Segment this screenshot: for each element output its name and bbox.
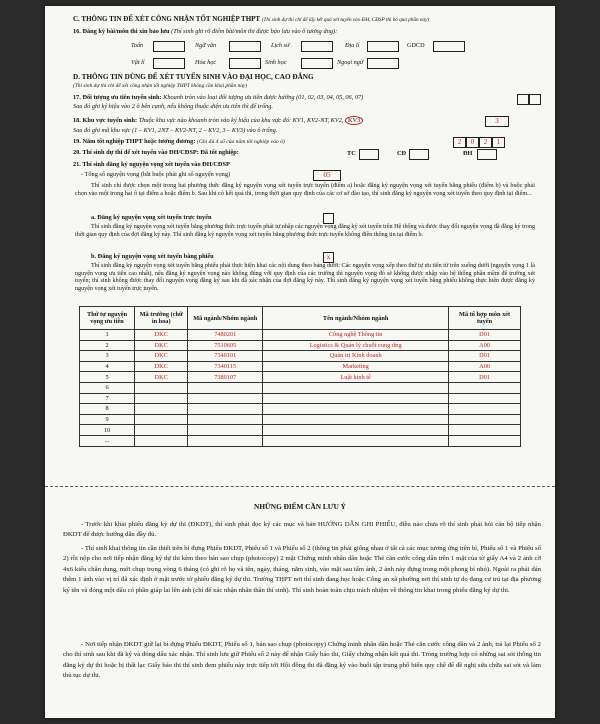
notes-paragraph-2: - Thí sinh khai thông tin cần thiết trên bì đựng Phiếu ĐKDT, Phiếu số 1 và Phiếu số 2 (thông tin phải giống nhau ở tất cả các mục tương ứng trên bì, Phiếu số 1 và Phiếu số 2) rồi nộp cho nơi tiếp nhận đăng ký dự thi kèm theo bản sao chụp (photocopy) 2 mặt Chứng minh nhân dân hoặc Thẻ căn cước công dân trên 1 mặt của tờ giấy A4 và 2 ảnh cỡ 4x6 kiểu chân dung, mới chụp trong vòng 6 tháng (có ghi rõ họ và tên, ngày, tháng, năm sinh, vào mặt sau tấm ảnh, 2 ảnh này đựng trong một phong bì nhỏ). Ngoài ra phải dán thêm 1 ảnh vào vị trí đã xác định ở mặt trước tờ phiếu đăng ký dự thi. Trường THPT nơi thí sinh đang học hoặc Công an xã phường nơi thí sinh tự do đang cư trú tại địa phương ký tên và đóng một dấu có phần giáp lai lên ảnh (chỉ để xác nhận nhân thân thí sinh). Thí sinh hoàn toàn chịu trách nhiệm về thông tin khai trong phiếu đăng ký dự thi. [63, 545, 541, 594]
cell-major-name[interactable]: Quản trị Kinh doanh [263, 351, 449, 362]
cell-major-code[interactable] [188, 404, 263, 415]
cell-major-name[interactable]: Logistics & Quản lý chuỗi cung ứng [263, 340, 449, 351]
score-box-sinh-hoc[interactable] [301, 58, 333, 69]
cell-major-code[interactable] [188, 393, 263, 404]
q16-line: 16. Đăng ký bài/môn thi xin bảo lưu (Thí sinh ghi rõ điểm bài/môn thi được bảo lưu vào ô tương ứng): [73, 28, 338, 35]
option-cd-box[interactable] [409, 149, 429, 160]
table-row [80, 340, 521, 351]
choices-table [79, 306, 521, 447]
cell-combo-code[interactable]: D01 [449, 351, 521, 362]
col-header-combo-code: Mã tổ hợp môn xét tuyển [449, 307, 521, 330]
registration-form-page [45, 6, 555, 718]
total-choices-label: - Tổng số nguyện vọng (bắt buộc phải ghi số nguyện vọng) [81, 171, 231, 178]
cell-major-code[interactable]: 7380107 [188, 372, 263, 383]
table-row [80, 382, 521, 393]
grad-year-digit-1[interactable]: 2 [453, 137, 466, 148]
cell-major-name[interactable]: Marketing [263, 361, 449, 372]
cell-order: 2 [80, 340, 135, 351]
cell-school-code[interactable]: DKC [135, 330, 188, 341]
table-row [80, 351, 521, 362]
cell-order: 8 [80, 404, 135, 415]
table-row [80, 414, 521, 425]
cell-combo-code[interactable] [449, 404, 521, 415]
cell-school-code[interactable] [135, 414, 188, 425]
score-box-hoa-hoc[interactable] [229, 58, 261, 69]
region-code-box[interactable]: 3 [485, 116, 509, 127]
cell-major-code[interactable]: 7510605 [188, 340, 263, 351]
q19-line: 19. Năm tốt nghiệp THPT hoặc tương đương: (Ghi đủ 4 số của năm tốt nghiệp vào ô) [73, 138, 285, 145]
table-row [80, 393, 521, 404]
option-cd-label: CĐ [397, 150, 407, 157]
subject-dia-li: Địa lí [345, 42, 360, 49]
q17-note: Sau đó ghi ký hiệu vào 2 ô bên cạnh, nếu không thuộc diện ưu tiên thì để trống. [73, 103, 273, 110]
section-divider [45, 486, 555, 487]
cell-combo-code[interactable]: D01 [449, 372, 521, 383]
cell-major-name[interactable] [263, 425, 449, 436]
table-row [80, 330, 521, 341]
table-row [80, 361, 521, 372]
grad-year-digit-2[interactable]: 0 [466, 137, 479, 148]
score-box-dia-li[interactable] [367, 41, 399, 52]
cell-combo-code[interactable] [449, 382, 521, 393]
table-row [80, 435, 521, 446]
score-box-lich-su[interactable] [301, 41, 333, 52]
cell-major-code[interactable]: 7480201 [188, 330, 263, 341]
option-a-label: a. Đăng ký nguyện vọng xét tuyển trực tuyến [91, 214, 212, 221]
score-box-ngu-van[interactable] [229, 41, 261, 52]
cell-combo-code[interactable]: A00 [449, 340, 521, 351]
cell-school-code[interactable]: DKC [135, 372, 188, 383]
cell-school-code[interactable] [135, 425, 188, 436]
subject-vat-li: Vật lí [131, 59, 145, 66]
cell-major-code[interactable]: 7340101 [188, 351, 263, 362]
option-a-text: Thí sinh đăng ký nguyện vọng xét tuyển bằng phương thức trực tuyến phải tự nhập các nguyện vọng đăng ký xét tuyển trên Hệ thống và được thay đổi nguyện vọng đã đăng ký trong thời gian quy định của đợt đăng ký này. Thí sinh đăng ký nguyện vọng xét tuyển bằng phương thức trực tuyến không điền thông tin tại điểm b. [75, 224, 535, 238]
col-header-major-code: Mã ngành/Nhóm ngành [188, 307, 263, 330]
cell-order: 4 [80, 361, 135, 372]
cell-order: 10 [80, 425, 135, 436]
section-d-heading: D. THÔNG TIN DÙNG ĐỂ XÉT TUYỂN SINH VÀO ĐẠI HỌC, CAO ĐẲNG [73, 73, 314, 81]
priority-box-2[interactable] [529, 94, 541, 105]
score-box-toan[interactable] [153, 41, 185, 52]
table-row [80, 425, 521, 436]
option-tc-label: TC [347, 150, 356, 157]
cell-combo-code[interactable] [449, 425, 521, 436]
cell-combo-code[interactable]: A00 [449, 361, 521, 372]
cell-combo-code[interactable] [449, 435, 521, 446]
table-row [80, 404, 521, 415]
cell-school-code[interactable] [135, 404, 188, 415]
option-b-label: b. Đăng ký nguyện vọng xét tuyển bằng phiếu [91, 253, 214, 260]
cell-school-code[interactable] [135, 382, 188, 393]
section-d-note: (Thí sinh dự thi chỉ để xét công nhận tốt nghiệp THPT không cần khai phần này) [73, 83, 248, 89]
table-header-row [80, 307, 521, 330]
score-box-ngoai-ngu[interactable] [367, 58, 399, 69]
option-dh-label: ĐH [463, 150, 473, 157]
cell-order: 3 [80, 351, 135, 362]
cell-major-name[interactable] [263, 404, 449, 415]
option-tc-box[interactable] [359, 149, 379, 160]
option-b-box[interactable]: x [323, 252, 334, 263]
cell-school-code[interactable]: DKC [135, 361, 188, 372]
option-dh-box[interactable] [477, 149, 497, 160]
q17-line: 17. Đối tượng ưu tiên tuyển sinh: Khoanh tròn vào loại đối tượng ưu tiên được hưởng (01, 02, 03, 04, 05, 06, 07) [73, 94, 364, 101]
cell-order: 1 [80, 330, 135, 341]
cell-major-name[interactable] [263, 414, 449, 425]
section-c-heading: C. THÔNG TIN ĐỂ XÉT CÔNG NHẬN TỐT NGHIỆP THPT (Thí sinh dự thi chỉ để lấy kết quả xét tuyển vào ĐH, CĐSP thì bỏ qua phần này) [73, 15, 430, 23]
col-header-major-name: Tên ngành/Nhóm ngành [263, 307, 449, 330]
cell-school-code[interactable] [135, 393, 188, 404]
cell-school-code[interactable]: DKC [135, 340, 188, 351]
score-box-gdcd[interactable] [433, 41, 465, 52]
q20-line: 20. Thí sinh dự thi để xét tuyển vào ĐH/CĐSP: Đã tốt nghiệp: [73, 149, 239, 156]
cell-major-name[interactable] [263, 393, 449, 404]
cell-major-name[interactable] [263, 382, 449, 393]
subject-sinh-hoc: Sinh học [265, 59, 287, 66]
option-b-text: Thí sinh đăng ký nguyện vọng xét tuyển bằng phiếu phải thực hiện khai các nội dung theo bảng dưới: Các nguyện vọng xếp theo thứ tự ưu tiên từ trên xuống dưới (nguyện vọng 1 là nguyện vọng ưu tiên cao nhất), nếu đăng ký nguyện vọng nào không đúng với quy định của các trường thì nguyện vọng đó sẽ không được nhập vào hệ thống phần mềm để trường xét tuyển; thí sinh không được thay đổi nguyện vọng đăng ký sau khi đã xác nhận của đợt đăng ký này. Thí sinh đăng ký nguyện vọng xét tuyển bằng phiếu không thực hiện được đăng ký nguyện vọng xét tuyển trực tuyến. [75, 263, 535, 292]
method-rule-text: Thí sinh chỉ được chọn một trong hai phương thức đăng ký nguyện vọng xét tuyển trực tuyến (điểm a) hoặc đăng ký nguyện vọng xét tuyển bằng phiếu (điểm b) và buộc phải chọn vào một trong hai ô tại điểm a hoặc điểm b. Sau khi có kết quả thi, trong thời gian quy định của các cơ sở đào tạo, thí sinh đăng ký nguyện vọng xét tuyển theo quy định tại điểm... [75, 182, 535, 197]
q21-line: 21. Thí sinh đăng ký nguyện vọng xét tuyển vào ĐH/CĐSP [73, 161, 230, 168]
cell-school-code[interactable] [135, 435, 188, 446]
q18-note: Sau đó ghi mã khu vực (1 – KV1, 2NT – KV2-NT, 2 – KV2, 3 – KV3) vào ô trống. [73, 127, 278, 134]
cell-order: ... [80, 435, 135, 446]
notes-title: NHỮNG ĐIỂM CẦN LƯU Ý [254, 502, 346, 511]
subject-toan: Toán [131, 42, 144, 49]
cell-order: 9 [80, 414, 135, 425]
subject-gdcd: GDCD [407, 42, 425, 49]
score-box-vat-li[interactable] [153, 58, 185, 69]
subject-ngu-van: Ngữ văn [195, 42, 217, 49]
cell-major-code[interactable]: 7340115 [188, 361, 263, 372]
grad-year-digit-4[interactable]: 1 [492, 137, 505, 148]
option-a-box[interactable] [323, 213, 334, 224]
q18-line: 18. Khu vực tuyển sinh: Thuộc khu vực nào khoanh tròn vào ký hiệu của khu vực đó: KV1, KV2-NT, KV2, KV3 [73, 117, 363, 125]
subject-hoa-hoc: Hóa học [195, 59, 217, 66]
cell-major-name[interactable]: Luật kinh tế [263, 372, 449, 383]
notes-paragraph-3: - Nơi tiếp nhận ĐKDT giữ lại bì đựng Phiếu ĐKDT, Phiếu số 1, bản sao chụp (photocopy) Chứng minh nhân dân hoặc Thẻ căn cước công dân và 2 ảnh, trả lại Phiếu số 2 cho thí sinh sau khi đã ký và đóng dấu xác nhận. Thí sinh lưu giữ Phiếu số 2 này để nhận Giấy báo thi, Giấy chứng nhận kết quả thi. Trong trường hợp có những sai sót thông tin đăng ký dự thi hoặc bị thất lạc Giấy báo thi thí sinh đem phiếu này trực tiếp tới Hội đồng thi đã đăng ký vào buổi tập trung phổ biến quy chế để đề nghị sửa chữa sai sót và làm thủ tục dự thi. [63, 641, 541, 680]
subject-ngoai-ngu: Ngoại ngữ [337, 59, 364, 66]
cell-combo-code[interactable]: D01 [449, 330, 521, 341]
cell-major-code[interactable] [188, 414, 263, 425]
cell-major-code[interactable] [188, 435, 263, 446]
cell-order: 7 [80, 393, 135, 404]
table-row [80, 372, 521, 383]
cell-combo-code[interactable] [449, 414, 521, 425]
col-header-order: Thứ tự nguyện vọng ưu tiên [80, 307, 135, 330]
kv3-circle: KV3 [345, 116, 363, 125]
cell-major-name[interactable]: Công nghệ Thông tin [263, 330, 449, 341]
cell-major-code[interactable] [188, 425, 263, 436]
cell-order: 5 [80, 372, 135, 383]
total-choices-box[interactable]: 05 [313, 170, 341, 181]
priority-box-1[interactable] [517, 94, 529, 105]
cell-combo-code[interactable] [449, 393, 521, 404]
subject-lich-su: Lịch sử [271, 42, 290, 49]
cell-major-name[interactable] [263, 435, 449, 446]
cell-order: 6 [80, 382, 135, 393]
cell-major-code[interactable] [188, 382, 263, 393]
notes-paragraph-1: - Trước khi khai phiếu đăng ký dự thi (ĐKDT), thí sinh phải đọc kỹ các mục và bản HƯỚNG DẪN GHI PHIẾU, điều nào chưa rõ thí sinh phải hỏi cán bộ tiếp nhận ĐKDT để được hướng dẫn đầy đủ. [63, 521, 541, 539]
grad-year-digit-3[interactable]: 2 [479, 137, 492, 148]
cell-school-code[interactable]: DKC [135, 351, 188, 362]
col-header-school-code: Mã trường (chữ in hoa) [135, 307, 188, 330]
